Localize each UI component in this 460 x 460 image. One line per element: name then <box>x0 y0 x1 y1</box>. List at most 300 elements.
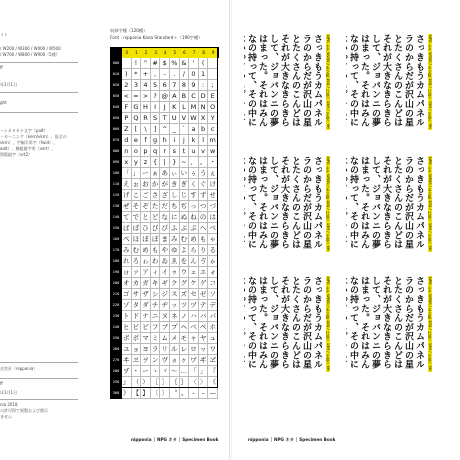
row-code: 080 <box>110 146 122 157</box>
glyph-cell <box>122 58 132 69</box>
glyph-cell: = <box>132 91 142 102</box>
glyph-cell: ラ <box>151 344 161 355</box>
glyph-cell: ? <box>151 91 161 102</box>
table-row <box>110 245 218 256</box>
glyph-cell: ポ <box>132 333 142 344</box>
info-line: ません <box>0 414 12 419</box>
glyph-cell: P <box>122 113 132 124</box>
table-row <box>110 333 218 344</box>
glyph-cell: E <box>208 91 218 102</box>
glyph-cell: み <box>122 245 132 256</box>
glyph-cell: ぜ <box>122 201 132 212</box>
glyph-cell: ね <box>189 212 199 223</box>
column-header: 6 <box>180 47 191 58</box>
sample-label: NPG ネタ W900 / 本文組 10Q / 行送り 15H / 字送り 9H <box>428 277 432 371</box>
glyph-cell: キ <box>151 278 161 289</box>
glyph-cell: ひ <box>141 223 151 234</box>
sample-text-block: さっきもうカムパネルラのからだが沢山の星とたくさんのこんどはそれが大きなきらきらして、ジョバンニの夢はまった。それはみんなの持って、その中に <box>348 156 424 249</box>
glyph-cell: ヘ <box>180 322 190 333</box>
glyph-cell: ゆ <box>170 245 180 256</box>
glyph-cell: ｝ <box>180 377 190 388</box>
divider <box>0 112 78 113</box>
glyph-cell: . <box>170 69 180 80</box>
glyph-cell: 3 <box>132 80 142 91</box>
glyph-cell: A <box>170 91 180 102</box>
gutter <box>229 0 230 460</box>
table-row <box>110 322 218 333</box>
glyph-cell: む <box>180 234 190 245</box>
row-code: 140 <box>110 212 122 223</box>
glyph-cell: S <box>151 113 161 124</box>
glyph-cell: D <box>199 91 209 102</box>
glyph-cell: Z <box>122 124 132 135</box>
glyph-cell: ロ <box>189 344 199 355</box>
table-header-row <box>110 47 218 58</box>
glyph-cell: ヵ <box>170 355 180 366</box>
gutter-shadow <box>231 0 232 460</box>
glyph-cell: む <box>132 245 142 256</box>
glyph-cell: ヸ <box>199 355 209 366</box>
glyph-cell: ー <box>141 168 151 179</box>
sample-label: NPG ネタ W500 / 本文組 10Q / 行送り 15H / 字送り 9H <box>326 157 330 251</box>
glyph-cell: え <box>122 179 132 190</box>
glyph-cell: す <box>189 190 199 201</box>
glyph-cell: ニ <box>151 311 161 322</box>
glyph-cell: : <box>199 80 209 91</box>
glyph-cell: ツ <box>180 300 190 311</box>
row-code: 300 <box>110 388 122 399</box>
row-code: 290 <box>110 377 122 388</box>
row-code: 100 <box>110 168 122 179</box>
glyph-cell: ぺ <box>122 234 132 245</box>
row-code: 070 <box>110 135 122 146</box>
glyph-cell: 2 <box>122 80 132 91</box>
glyph-cell: 〉 <box>199 377 209 388</box>
row-code: 160 <box>110 234 122 245</box>
glyph-cell: ^ <box>160 124 170 135</box>
glyph-cell: ン <box>151 355 161 366</box>
glyph-cell: R <box>141 113 151 124</box>
glyph-cell: レ <box>180 344 190 355</box>
glyph-cell: 6 <box>160 80 170 91</box>
sample-text-block: さっきもうカムパネルラのからだが沢山の星とたくさんのこんどはそれが大きなきらきらして、ジョバンニの夢はまった。それはみんなの持って、その中に <box>246 276 322 369</box>
row-code: 180 <box>110 256 122 267</box>
glyph-cell: 「 <box>122 168 132 179</box>
glyph-cell: V <box>180 113 190 124</box>
glyph-cell: お <box>141 179 151 190</box>
glyph-cell: ［ <box>151 377 161 388</box>
info-line: イト <box>0 32 8 37</box>
glyph-cell: a <box>189 124 199 135</box>
glyph-cell: r <box>160 146 170 157</box>
glyph-cell: 〔 <box>151 388 161 399</box>
glyph-cell: ミ <box>151 333 161 344</box>
glyph-cell: か <box>151 179 161 190</box>
table-row <box>110 190 218 201</box>
glyph-cell: ョ <box>132 344 142 355</box>
glyph-cell: y <box>132 157 142 168</box>
glyph-cell: や <box>160 245 170 256</box>
glyph-cell: へ <box>199 223 209 234</box>
glyph-cell: ど <box>151 212 161 223</box>
sample-label: NPG ネタ W800 / 本文組 10Q / 行送り 15H / 字送り 9H <box>326 277 330 371</box>
glyph-cell: 」 <box>132 168 142 179</box>
glyph-cell: ギ <box>160 278 170 289</box>
glyph-cell: オ <box>122 278 132 289</box>
glyph-cell: n <box>122 146 132 157</box>
glyph-cell: ( <box>199 58 209 69</box>
glyph-cell: 】 <box>141 388 151 399</box>
table-title: 収録字種（120種） <box>110 28 148 33</box>
row-code: 090 <box>110 157 122 168</box>
glyph-cell: イ <box>160 267 170 278</box>
glyph-cell: 『 <box>208 366 218 377</box>
glyph-cell: 》 <box>122 388 132 399</box>
glyph-cell: ズ <box>180 289 190 300</box>
glyph-cell: # <box>151 58 161 69</box>
glyph-cell: み <box>170 234 180 245</box>
row-code: 240 <box>110 322 122 333</box>
glyph-cell: き <box>170 179 180 190</box>
glyph-cell: ] <box>151 124 161 135</box>
glyph-cell: ヨ <box>141 344 151 355</box>
glyph-cell: と <box>141 212 151 223</box>
glyph-cell: f <box>141 135 151 146</box>
glyph-cell: エ <box>199 267 209 278</box>
table-row <box>110 146 218 157</box>
glyph-cell: - <box>160 69 170 80</box>
glyph-cell: パ <box>208 311 218 322</box>
glyph-cell: 0 <box>189 69 199 80</box>
column-header: 4 <box>160 47 171 58</box>
glyph-cell: U <box>170 113 180 124</box>
row-code: 150 <box>110 223 122 234</box>
glyph-cell: さ <box>151 190 161 201</box>
divider <box>0 378 78 379</box>
glyph-cell: ぇ <box>208 168 218 179</box>
glyph-cell: m <box>208 135 218 146</box>
glyph-cell: を <box>180 256 190 267</box>
glyph-cell: な <box>160 212 170 223</box>
glyph-cell: ヷ <box>189 355 199 366</box>
glyph-cell: 〈 <box>189 377 199 388</box>
glyph-cell: た <box>151 201 161 212</box>
glyph-cell: 「 <box>189 366 199 377</box>
row-code: 230 <box>110 311 122 322</box>
glyph-cell: ' <box>189 58 199 69</box>
glyph-cell: ー <box>141 366 151 377</box>
glyph-cell: ヺ <box>122 366 132 377</box>
glyph-cell: コ <box>208 278 218 289</box>
glyph-cell: ゼ <box>199 289 209 300</box>
glyph-cell: 」 <box>199 366 209 377</box>
glyph-cell: も <box>199 234 209 245</box>
glyph-cell: ぉ <box>132 179 142 190</box>
left-folio: nipponia │ NPG ネタ │ Specimen Book <box>131 437 219 442</box>
glyph-cell: て <box>122 212 132 223</box>
table-row <box>110 91 218 102</box>
glyph-cell: ヲ <box>141 355 151 366</box>
info-line: 式会社（nipponia） <box>0 366 38 371</box>
glyph-cell: メ <box>170 333 180 344</box>
divider <box>0 399 78 400</box>
glyph-cell: * <box>132 69 142 80</box>
glyph-cell <box>208 69 218 80</box>
glyph-cell: < <box>122 91 132 102</box>
glyph-cell: ぐ <box>199 179 209 190</box>
glyph-cell: ゥ <box>170 267 180 278</box>
glyph-cell: { <box>151 157 161 168</box>
table-row <box>110 311 218 322</box>
sample-text-block: さっきもうカムパネルラのからだが沢山の星とたくさんのこんどはそれが大きなきらきらして、ジョバンニの夢はまった。それはみんなの持って、その中に <box>246 34 322 127</box>
row-code: 010 <box>110 69 122 80</box>
font-info-column <box>0 0 80 460</box>
glyph-cell: ぢ <box>180 201 190 212</box>
glyph-cell: ソ <box>208 289 218 300</box>
table-row <box>110 344 218 355</box>
glyph-cell: ヒ <box>122 322 132 333</box>
glyph-cell: G <box>132 102 142 113</box>
glyph-cell: _ <box>170 124 180 135</box>
table-row <box>110 377 218 388</box>
glyph-cell: ぽ <box>151 234 161 245</box>
glyph-cell: ほ <box>132 234 142 245</box>
glyph-cell: ゕ <box>208 256 218 267</box>
glyph-cell <box>208 58 218 69</box>
divider <box>0 362 78 363</box>
glyph-cell: ゑ <box>170 256 180 267</box>
glyph-cell: ヤ <box>199 333 209 344</box>
glyph-cell: げ <box>122 190 132 201</box>
table-row <box>110 179 218 190</box>
glyph-cell: ご <box>141 190 151 201</box>
glyph-cell: ち <box>170 201 180 212</box>
info-line: ght <box>0 100 7 105</box>
glyph-cell: ザ <box>141 289 151 300</box>
glyph-cell: （ <box>132 377 142 388</box>
glyph-cell: ワ <box>208 344 218 355</box>
glyph-cell: ナ <box>141 311 151 322</box>
glyph-cell: ヅ <box>189 300 199 311</box>
sample-label: NPG ネタ W200 / 本文組 10Q / 行送り 15H / 字送り 9H <box>326 35 330 129</box>
glyph-cell: よ <box>180 245 190 256</box>
row-code: 120 <box>110 190 122 201</box>
glyph-cell: デ <box>208 300 218 311</box>
glyph-cell: ` <box>180 124 190 135</box>
glyph-cell: シ <box>151 289 161 300</box>
info-line: / W700 / W800 / W900（5種） <box>0 52 60 57</box>
row-code: 060 <box>110 124 122 135</box>
glyph-cell: べ <box>208 223 218 234</box>
glyph-cell: が <box>160 179 170 190</box>
info-line: / W200 / W300 / W400 / W500 <box>0 46 61 51</box>
glyph-cell: ぁ <box>151 168 161 179</box>
glyph-cell: ゖ <box>122 267 132 278</box>
glyph-cell: 〕 <box>160 388 170 399</box>
table-row <box>110 234 218 245</box>
table-row <box>110 168 218 179</box>
table-row <box>110 58 218 69</box>
glyph-cell: あ <box>160 168 170 179</box>
glyph-cell: g <box>151 135 161 146</box>
glyph-cell: グ <box>180 278 190 289</box>
table-row <box>110 157 218 168</box>
table-corner <box>110 47 122 58</box>
glyph-cell: ヰ <box>122 355 132 366</box>
table-row <box>110 80 218 91</box>
glyph-cell: p <box>141 146 151 157</box>
glyph-cell: h <box>160 135 170 146</box>
glyph-cell: ん <box>189 256 199 267</box>
glyph-cell: x <box>122 157 132 168</box>
glyph-cell: の <box>199 212 209 223</box>
glyph-cell: チ <box>151 300 161 311</box>
glyph-cell: ヹ <box>208 355 218 366</box>
glyph-cell: だ <box>160 201 170 212</box>
glyph-cell: ボ <box>122 333 132 344</box>
glyph-cell: ば <box>122 223 132 234</box>
glyph-cell: ガ <box>141 278 151 289</box>
glyph-cell: M <box>189 102 199 113</box>
row-code: 050 <box>110 113 122 124</box>
row-code: 210 <box>110 289 122 300</box>
glyph-cell: O <box>208 102 218 113</box>
glyph-cell: ぴ <box>160 223 170 234</box>
glyph-cell: ゎ <box>141 256 151 267</box>
glyph-cell: 7 <box>170 80 180 91</box>
column-header: 1 <box>132 47 143 58</box>
glyph-cell: ゃ <box>208 234 218 245</box>
glyph-cell: ォ <box>208 267 218 278</box>
glyph-cell: ネ <box>170 311 180 322</box>
glyph-cell: で <box>132 212 142 223</box>
glyph-cell: は <box>208 212 218 223</box>
glyph-cell: v <box>199 146 209 157</box>
info-line: ff <box>0 381 3 386</box>
info-line: 年1月1日 <box>0 82 18 87</box>
column-header: 5 <box>170 47 181 58</box>
glyph-cell: ア <box>141 267 151 278</box>
table-row <box>110 300 218 311</box>
row-code: 000 <box>110 58 122 69</box>
glyph-cell: ィ <box>151 267 161 278</box>
glyph-cell: ゾ <box>122 300 132 311</box>
glyph-cell: ~ <box>180 157 190 168</box>
glyph-cell: り <box>199 245 209 256</box>
table-row <box>110 388 218 399</box>
glyph-cell: ぶ <box>180 223 190 234</box>
glyph-cell: ) <box>122 69 132 80</box>
glyph-cell: – <box>199 388 209 399</box>
column-header: 3 <box>151 47 162 58</box>
glyph-cell: ダ <box>141 300 151 311</box>
glyph-cell: ト <box>122 311 132 322</box>
info-line: vkrn）、字幅半角字（fwid）、 <box>0 140 58 145</box>
info-line: の許可得て展覧および開示 <box>0 408 48 413</box>
table-row <box>110 289 218 300</box>
column-header: 2 <box>141 47 152 58</box>
glyph-cell: / <box>180 69 190 80</box>
glyph-cell: l <box>199 135 209 146</box>
glyph-cell: し <box>170 190 180 201</box>
glyph-cell: ぼ <box>141 234 151 245</box>
glyph-cell: ; <box>208 80 218 91</box>
glyph-cell: 〟 <box>180 388 190 399</box>
glyph-cell: ウ <box>180 267 190 278</box>
glyph-cell: ハ <box>189 311 199 322</box>
glyph-cell: Y <box>208 113 218 124</box>
glyph-cell: ル <box>170 344 180 355</box>
glyph-cell: ろ <box>132 256 142 267</box>
glyph-cell: リ <box>160 344 170 355</box>
glyph-cell: ホ <box>208 322 218 333</box>
glyph-cell: ヌ <box>160 311 170 322</box>
row-code: 110 <box>110 179 122 190</box>
glyph-cell: わ <box>151 256 161 267</box>
glyph-cell: i <box>170 135 180 146</box>
glyph-cell: ュ <box>208 333 218 344</box>
glyph-cell: q <box>151 146 161 157</box>
info-line: nia 2018 <box>0 402 18 407</box>
glyph-cell: + <box>141 69 151 80</box>
glyph-cell: ぅ <box>189 168 199 179</box>
glyph-cell: " <box>141 58 151 69</box>
glyph-cell: b <box>199 124 209 135</box>
glyph-cell: バ <box>199 311 209 322</box>
glyph-cell: め <box>189 234 199 245</box>
glyph-cell: & <box>180 58 190 69</box>
glyph-cell: い <box>180 168 190 179</box>
glyph-cell: C <box>189 91 199 102</box>
glyph-cell: 』 <box>122 377 132 388</box>
glyph-cell: ず <box>199 190 209 201</box>
glyph-cell: ・ <box>132 366 142 377</box>
row-code: 260 <box>110 344 122 355</box>
glyph-cell: ヴ <box>160 355 170 366</box>
glyph-cell: 1 <box>199 69 209 80</box>
glyph-cell: モ <box>180 333 190 344</box>
glyph-cell: ゲ <box>199 278 209 289</box>
glyph-cell: ぎ <box>180 179 190 190</box>
glyph-cell: プ <box>170 322 180 333</box>
row-code: 270 <box>110 355 122 366</box>
glyph-cell: u <box>189 146 199 157</box>
row-code: 030 <box>110 91 122 102</box>
glyph-cell: つ <box>199 201 209 212</box>
glyph-cell: マ <box>141 333 151 344</box>
glyph-cell: ユ <box>122 344 132 355</box>
glyph-cell: づ <box>208 201 218 212</box>
glyph-cell: ・ <box>208 157 218 168</box>
glyph-cell: っ <box>189 201 199 212</box>
glyph-cell: ふ <box>170 223 180 234</box>
table-row <box>110 102 218 113</box>
table-row <box>110 212 218 223</box>
glyph-cell: セ <box>189 289 199 300</box>
glyph-cell: ケ <box>189 278 199 289</box>
glyph-cell: J <box>160 102 170 113</box>
table-row <box>110 135 218 146</box>
glyph-cell: ぷ <box>189 223 199 234</box>
info-line: ff <box>0 65 3 70</box>
glyph-cell: じ <box>180 190 190 201</box>
glyph-cell: H <box>141 102 151 113</box>
glyph-cell: ブ <box>160 322 170 333</box>
table-row <box>110 201 218 212</box>
glyph-cell: ら <box>189 245 199 256</box>
sample-text-block: さっきもうカムパネルラのからだが沢山の星とたくさんのこんどはそれが大きなきらきらして、ジョバンニの夢はまった。それはみんなの持って、その中に <box>348 34 424 127</box>
glyph-cell: ジ <box>160 289 170 300</box>
